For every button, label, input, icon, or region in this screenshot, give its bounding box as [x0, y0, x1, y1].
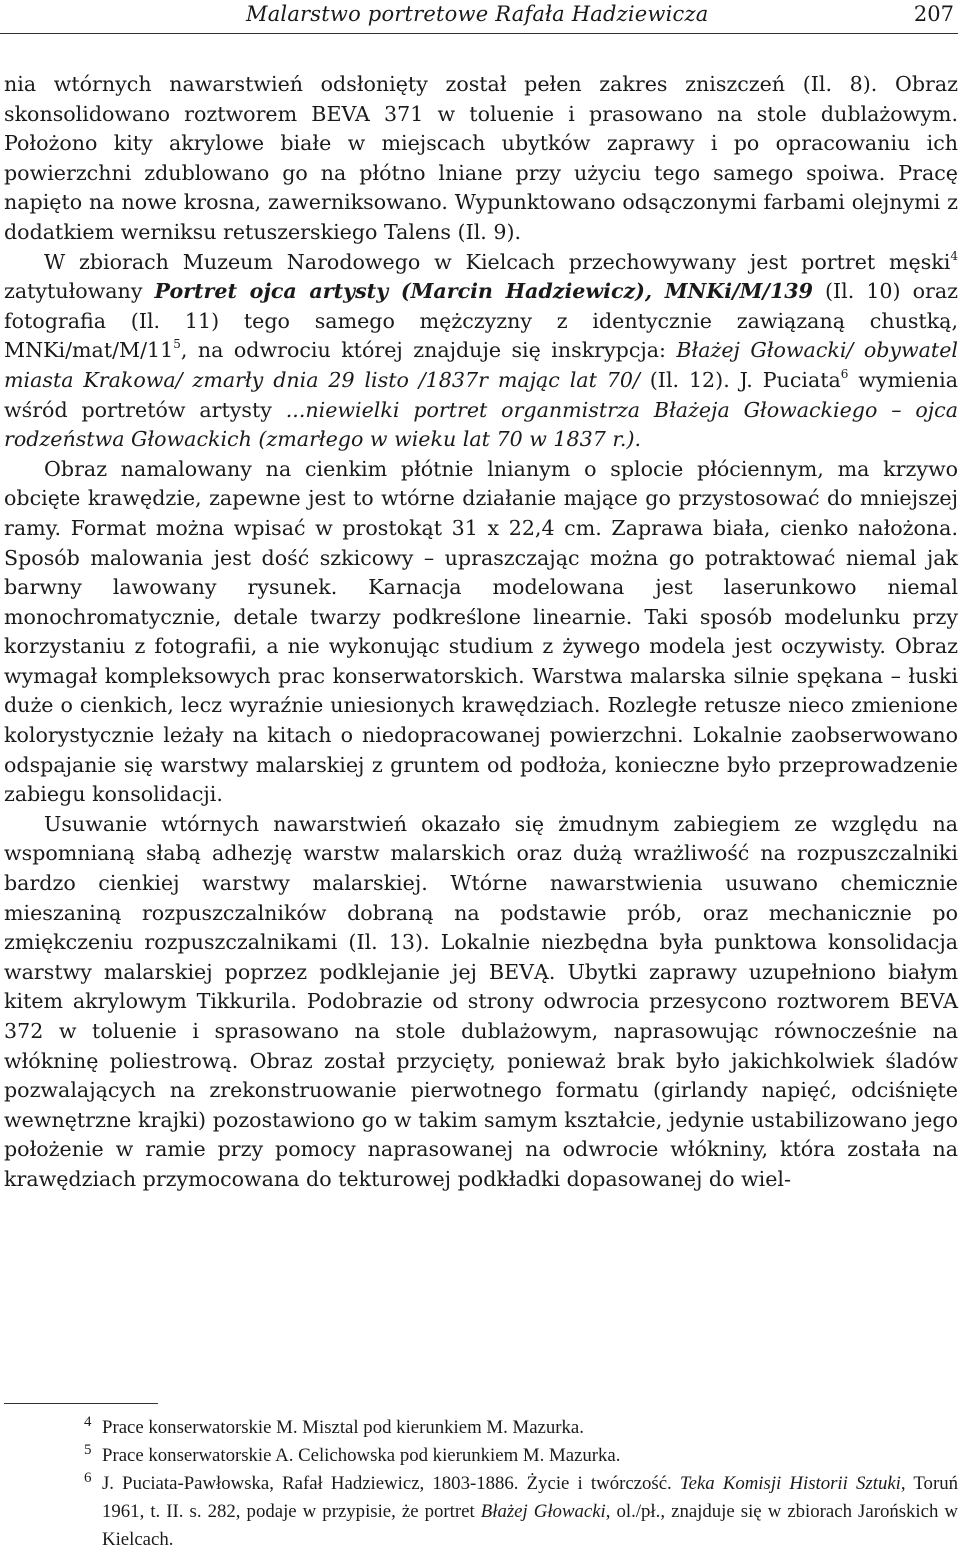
- journal-title: Teka Komisji Historii Sztuki: [679, 1473, 901, 1494]
- footnote-number: 4: [84, 1414, 92, 1430]
- footnote-6: [4, 1470, 958, 1554]
- main-text: [4, 70, 958, 1195]
- p2-text-a: W zbiorach Muzeum Narodowego w Kielcach przechowywany jest portret męski: [44, 249, 951, 274]
- p2-text-f: wymienia wśród portretów artysty: [4, 367, 958, 422]
- footnotes: [4, 1414, 958, 1554]
- footnote-text-b: , Toruń 1961, t. II. s. 282, podaje w przypisie, że portret: [102, 1473, 958, 1522]
- p2-text-e: (Il. 12). J. Puciata: [639, 367, 841, 392]
- footnote-separator: [4, 1403, 158, 1404]
- footnote-5: [4, 1442, 958, 1470]
- inscription-text: Błażej Głowacki/ obywatel miasta Krakowa/ zmarły dnia 29 listo /1837r mając lat 70/: [4, 338, 958, 392]
- quoted-description: ...niewielki portret organmistrza Błażeja Głowackiego – ojca rodzeństwa Głowackich (zmarłego w wieku lat 70 w 1837 r.).: [4, 397, 958, 452]
- footnote-number: 6: [84, 1470, 92, 1486]
- paragraph-3: Obraz namalowany na cienkim płótnie lnianym o splocie płóciennym, ma krzywo obcięte krawędzie, zapewne jest to wtórne działanie mające go przystosować do mniejszej ramy. Format można wpisać w prostokąt 31 x 22,4 cm. Zaprawa biała, cienko nałożona. Sposób malowania jest dość szkicowy – upraszczając można go potraktować niemal jak barwny lawowany rysunek. Karnacja modelowana jest laserunkowo niemal monochromatycznie, detale twarzy podkreślone linearnie. Taki sposób modelunku przy korzystaniu z fotografii, a nie wykonując studium z żywego modela jest oczywisty. Obraz wymagał kompleksowych prac konserwatorskich. Warstwa malarska silnie spękana – łuski duże o cienkich, lecz wyraźnie uniesionych krawędziach. Rozległe retusze nieco zmienione kolorystycznie leżały na kitach o niedopracowanej powierzchni. Lokalnie zaobserwowano odspajanie się warstwy malarskiej z gruntem od podłoża, konieczne było przeprowadzenie zabiegu konsolidacji.: [4, 456, 958, 807]
- footnote-text: Prace konserwatorskie M. Misztal pod kierunkiem M. Mazurka.: [102, 1417, 584, 1438]
- footnote-text-c: , ol./pł., znajduje się w zbiorach Jarońskich w Kielcach.: [102, 1501, 958, 1550]
- footnote-text-a: J. Puciata-Pawłowska, Rafał Hadziewicz, 1803-1886. Życie i twórczość.: [102, 1473, 680, 1494]
- footnote-4: [4, 1414, 958, 1442]
- paragraph-4: Usuwanie wtórnych nawarstwień okazało się żmudnym zabiegiem ze względu na wspomnianą słabą adhezję warstw malarskich oraz dużą wrażliwość na rozpuszczalniki bardzo cienkiej warstwy malarskiej. Wtórne nawarstwienia usuwano chemicznie mieszaniną rozpuszczalników dobraną na podstawie prób, oraz mechanicznie po zmiękczeniu rozpuszczalnikami (Il. 13). Lokalnie niezbędna była punktowa konsolidacja warstwy malarskiej poprzez podklejanie jej BEVĄ. Ubytki zaprawy uzupełniono białym kitem akrylowym Tikkurila. Podobrazie od strony odwrocia przesycono roztworem BEVA 372 w toluenie i sprasowano na stole dublażowym, naprasowując równocześnie na włókninę poliestrową. Obraz został przycięty, ponieważ brak było jakichkolwiek śladów pozwalających na zrekonstruowanie pierwotnego formatu (girlandy napięć, odciśnięte wewnętrzne krajki) pozostawiono go w takim samym kształcie, jedynie ustabilizowano jego położenie w ramie przy pomocy naprasowanej na odwrocie włókniny, która została na krawędziach przymocowana do tekturowej podkładki dopasowanej do wiel-: [4, 811, 958, 1191]
- footnote-ref-4[interactable]: 4: [950, 248, 958, 263]
- footnote-text: Prace konserwatorskie A. Celichowska pod kierunkiem M. Mazurka.: [102, 1445, 621, 1466]
- p2-text-c: (Il. 10) oraz fotografia (Il. 11) tego samego mężczyzny z identycznie zawiązaną chustką, MNKi/mat/M/11: [4, 279, 958, 363]
- footnote-ref-6[interactable]: 6: [840, 366, 849, 381]
- page-number: 207: [913, 2, 954, 26]
- paragraph-2: [4, 248, 958, 455]
- artwork-title: Portret ojca artysty (Marcin Hadziewicz), MNKi/M/139: [154, 279, 813, 304]
- page-header: [0, 0, 958, 34]
- footnote-ref-5[interactable]: 5: [173, 337, 181, 352]
- p2-text-d: , na odwrociu której znajduje się inskrypcja:: [180, 338, 677, 363]
- work-title: Błażej Głowacki: [480, 1501, 606, 1522]
- paragraph-1: nia wtórnych nawarstwień odsłonięty został pełen zakres zniszczeń (Il. 8). Obraz skonsolidowano roztworem BEVA 371 w toluenie i prasowano na stole dublażowym. Położono kity akrylowe białe w miejscach ubytków zaprawy i po opracowaniu ich powierzchni zdublowano go na płótno lniane przy użyciu tego samego spoiwa. Pracę napięto na nowe krosna, zawerniksowano. Wypunktowano odsączonymi farbami olejnymi z dodatkiem werniksu retuszerskiego Talens (Il. 9).: [4, 72, 958, 244]
- p2-text-b: zatytułowany: [4, 279, 155, 304]
- footnote-number: 5: [84, 1442, 92, 1458]
- running-title: Malarstwo portretowe Rafała Hadziewicza: [246, 2, 709, 26]
